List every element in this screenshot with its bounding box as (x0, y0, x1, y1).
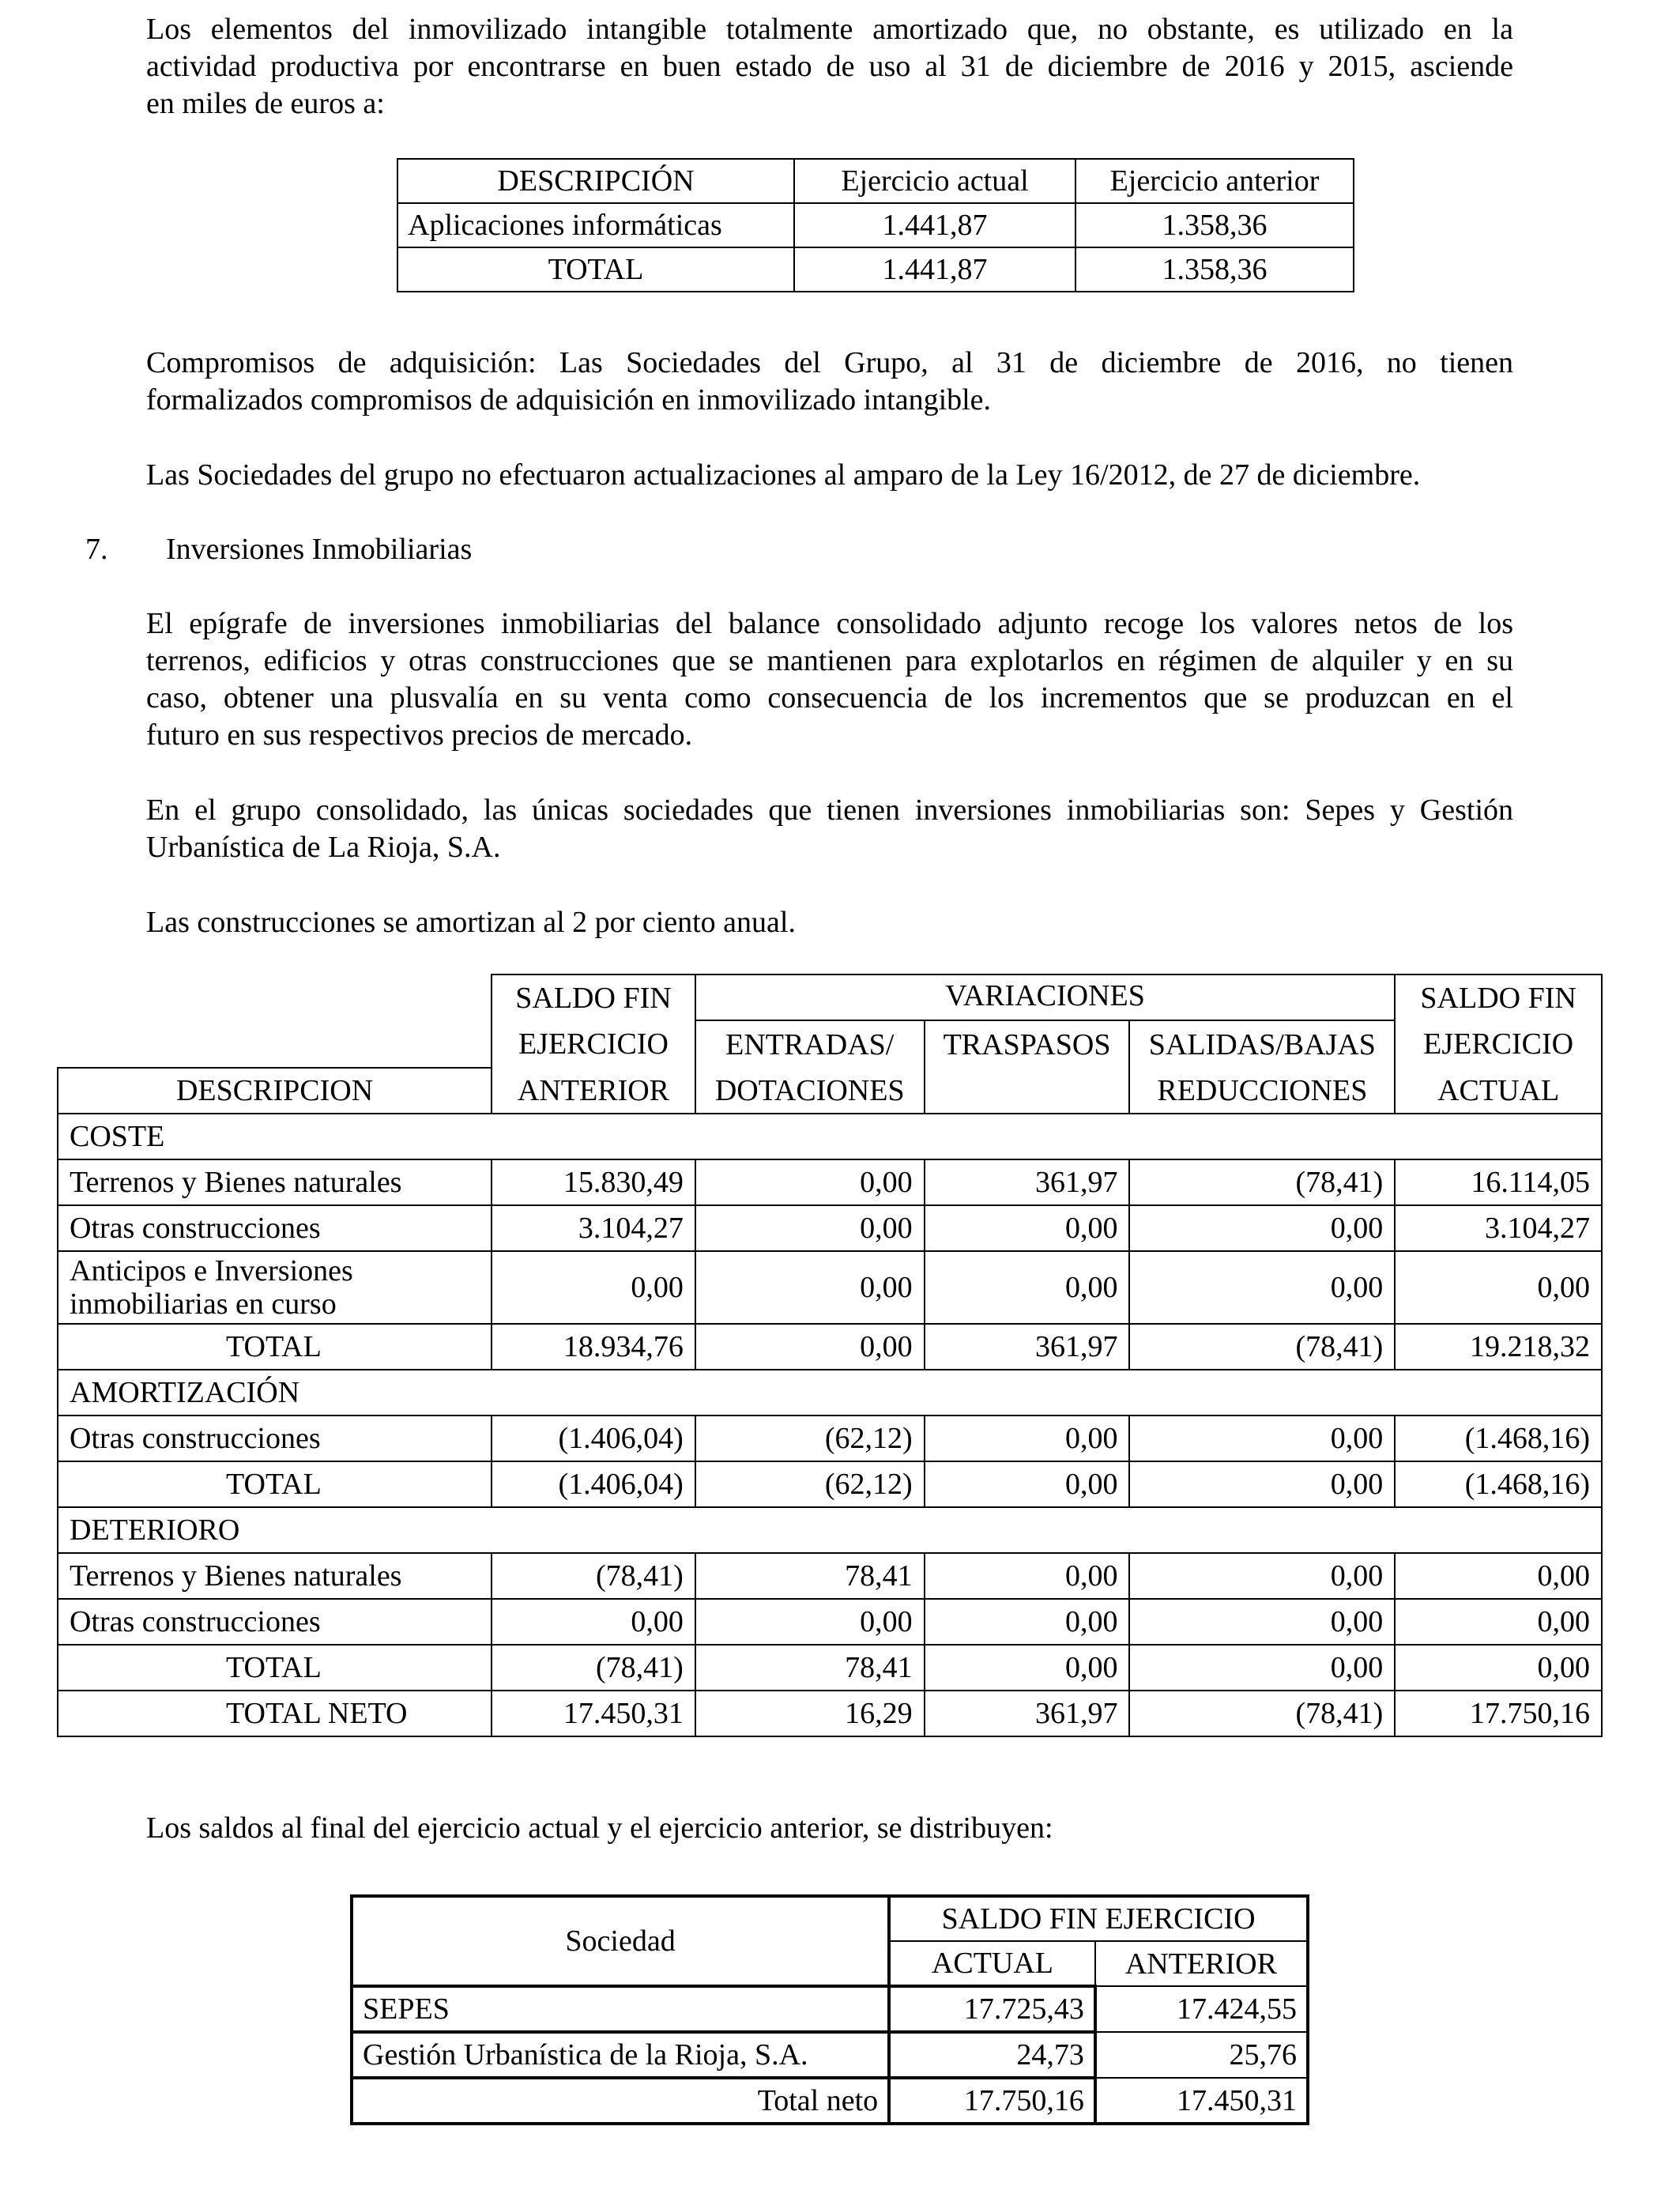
table-cell: 0,00 (492, 1251, 695, 1324)
table-cell: 15.830,49 (492, 1159, 695, 1205)
text-line: terrenos, edificios y otras construcciones que se mantienen para explotarlos en régimen de alquiler y en su (146, 644, 1513, 677)
table-row (397, 203, 1354, 247)
table-cell: 0,00 (925, 1553, 1130, 1599)
section-label: COSTE (58, 1114, 1602, 1159)
table-cell: 3.104,27 (1395, 1205, 1602, 1251)
variaciones-header: VARIACIONES (695, 974, 1395, 1020)
table-cell: 0,00 (925, 1599, 1130, 1645)
table-cell: 17.450,31 (1095, 2078, 1308, 2124)
table-cell: Gestión Urbanística de la Rioja, S.A. (352, 2032, 889, 2078)
table-cell: 0,00 (925, 1416, 1130, 1461)
text-line: El epígrafe de inversiones inmobiliarias del balance consolidado adjunto recoge los valores netos de los (146, 607, 1513, 640)
section-row-coste (58, 1114, 1602, 1159)
table-cell: 17.725,43 (889, 1986, 1095, 2032)
table-cell: 17.424,55 (1095, 1986, 1308, 2032)
table-cell: TOTAL (58, 1324, 492, 1370)
table-cell: 361,97 (925, 1691, 1130, 1736)
table-row (58, 1599, 1602, 1645)
total-row (58, 1324, 1602, 1370)
saldos-sociedad-table (350, 1894, 1309, 2125)
table-cell: SEPES (352, 1986, 889, 2032)
section-label: DETERIORO (58, 1507, 1602, 1553)
table-row (58, 1553, 1602, 1599)
column-header: ACTUAL (889, 1941, 1095, 1986)
table-row (58, 1205, 1602, 1251)
column-header: ACTUAL (1395, 1068, 1602, 1114)
table-cell: (1.406,04) (492, 1461, 695, 1507)
column-header: REDUCCIONES (1129, 1068, 1395, 1114)
inversiones-inmobiliarias-table (57, 974, 1603, 1737)
table-cell: 24,73 (889, 2032, 1095, 2078)
text-line: en miles de euros a: (146, 87, 385, 120)
table-cell: (78,41) (1129, 1159, 1395, 1205)
column-header: Sociedad (352, 1896, 889, 1986)
section-label: AMORTIZACIÓN (58, 1370, 1602, 1416)
table-cell: Terrenos y Bienes naturales (58, 1553, 492, 1599)
table-cell: 0,00 (695, 1251, 925, 1324)
column-header: EJERCICIO (492, 1020, 695, 1068)
table-cell: 0,00 (1129, 1599, 1395, 1645)
table-cell: 0,00 (1395, 1645, 1602, 1691)
table-cell: 0,00 (1395, 1599, 1602, 1645)
table-cell: (1.468,16) (1395, 1416, 1602, 1461)
table-cell: Terrenos y Bienes naturales (58, 1159, 492, 1205)
table-cell: 17.450,31 (492, 1691, 695, 1736)
table-cell: 16,29 (695, 1691, 925, 1736)
text-line: futuro en sus respectivos precios de mercado. (146, 718, 693, 752)
table-cell: Otras construcciones (58, 1599, 492, 1645)
table-cell: Otras construcciones (58, 1205, 492, 1251)
column-header: ENTRADAS/ (695, 1020, 925, 1068)
table-cell: 78,41 (695, 1553, 925, 1599)
table-cell: 0,00 (1395, 1251, 1602, 1324)
total-row (352, 2078, 1308, 2124)
table-cell: 0,00 (1129, 1461, 1395, 1507)
column-header: EJERCICIO (1395, 1020, 1602, 1068)
table-cell: 0,00 (1395, 1553, 1602, 1599)
table-cell: 0,00 (492, 1599, 695, 1645)
table-row (352, 2032, 1308, 2078)
text-line: Compromisos de adquisición: Las Sociedades del Grupo, al 31 de diciembre de 2016, no tienen (146, 346, 1513, 379)
table-cell: Otras construcciones (58, 1416, 492, 1461)
column-header: DESCRIPCIÓN (397, 159, 794, 203)
table-row (352, 1986, 1308, 2032)
paragraph-epigrafe (146, 605, 1513, 754)
table-cell: 0,00 (925, 1205, 1130, 1251)
column-header: SALDO FIN (1395, 974, 1602, 1020)
table-cell: (78,41) (492, 1645, 695, 1691)
section-row-amortizacion (58, 1370, 1602, 1416)
table-cell: 361,97 (925, 1159, 1130, 1205)
table-cell: TOTAL NETO (58, 1691, 492, 1736)
column-header: Ejercicio anterior (1075, 159, 1354, 203)
column-header: Ejercicio actual (794, 159, 1075, 203)
paragraph-grupo-consolidado (146, 792, 1513, 866)
text-line: Urbanística de La Rioja, S.A. (146, 831, 501, 864)
column-header: SALDO FIN (492, 974, 695, 1020)
column-header: DESCRIPCION (58, 1068, 492, 1114)
section-title: Inversiones Inmobiliarias (166, 533, 473, 566)
text-line: En el grupo consolidado, las únicas sociedades que tienen inversiones inmobiliarias son: Sepes y Gestión (146, 794, 1513, 827)
table-cell: 78,41 (695, 1645, 925, 1691)
table-cell: 17.750,16 (889, 2078, 1095, 2124)
table-cell: 0,00 (695, 1205, 925, 1251)
text-line: formalizados compromisos de adquisición en inmovilizado intangible. (146, 383, 992, 417)
column-header: TRASPASOS (925, 1020, 1130, 1068)
table-cell: TOTAL (58, 1645, 492, 1691)
table-cell: 0,00 (1129, 1645, 1395, 1691)
table-cell: 19.218,32 (1395, 1324, 1602, 1370)
table-cell: TOTAL (397, 247, 794, 292)
text-line: caso, obtener una plusvalía en su venta como consecuencia de los incrementos que se produzcan en el (146, 681, 1513, 714)
table-cell: 16.114,05 (1395, 1159, 1602, 1205)
paragraph-saldos (146, 1810, 1513, 1847)
table-cell: 0,00 (695, 1599, 925, 1645)
table-row (58, 1416, 1602, 1461)
table-cell: 361,97 (925, 1324, 1130, 1370)
paragraph-compromisos (146, 345, 1513, 419)
table-cell: 1.358,36 (1075, 247, 1354, 292)
table-cell: 0,00 (695, 1324, 925, 1370)
table-cell: (1.406,04) (492, 1416, 695, 1461)
table-cell: 0,00 (925, 1461, 1130, 1507)
section-row-deterioro (58, 1507, 1602, 1553)
total-row (58, 1645, 1602, 1691)
intangible-table (397, 158, 1354, 292)
column-header: ANTERIOR (492, 1068, 695, 1114)
table-cell: 18.934,76 (492, 1324, 695, 1370)
text-line: actividad productiva por encontrarse en buen estado de uso al 31 de diciembre de 2016 y 2015, asciende (146, 50, 1513, 83)
total-neto-row (58, 1691, 1602, 1736)
table-cell: (62,12) (695, 1461, 925, 1507)
total-row (58, 1461, 1602, 1507)
section-number: 7. (85, 533, 108, 566)
table-cell: (78,41) (492, 1553, 695, 1599)
table-cell: Anticipos e Inversiones inmobiliarias en curso (58, 1251, 492, 1324)
paragraph-amortizan (146, 904, 1513, 941)
table-row (397, 247, 1354, 292)
table-cell: 17.750,16 (1395, 1691, 1602, 1736)
table-cell: 0,00 (925, 1251, 1130, 1324)
paragraph-intangible-amortized (146, 11, 1513, 123)
table-cell: 25,76 (1095, 2032, 1308, 2078)
table-cell: 0,00 (695, 1159, 925, 1205)
column-header: DOTACIONES (695, 1068, 925, 1114)
table-row (58, 1159, 1602, 1205)
table-cell: 3.104,27 (492, 1205, 695, 1251)
table-cell: (78,41) (1129, 1324, 1395, 1370)
table-cell: Aplicaciones informáticas (397, 203, 794, 247)
text-line: Las Sociedades del grupo no efectuaron actualizaciones al amparo de la Ley 16/2012, de 27 de diciembre. (146, 458, 1421, 492)
table-cell: 1.441,87 (794, 203, 1075, 247)
table-cell: 0,00 (1129, 1553, 1395, 1599)
table-cell: Total neto (352, 2078, 889, 2124)
table-header-row (397, 159, 1354, 203)
column-header: ANTERIOR (1095, 1941, 1308, 1986)
table-cell: 0,00 (1129, 1251, 1395, 1324)
table-cell: TOTAL (58, 1461, 492, 1507)
table-cell: 0,00 (1129, 1416, 1395, 1461)
table-cell: 1.441,87 (794, 247, 1075, 292)
text-line: Las construcciones se amortizan al 2 por ciento anual. (146, 906, 796, 939)
text-line: Los elementos del inmovilizado intangible totalmente amortizado que, no obstante, es utilizado en la (146, 13, 1513, 46)
table-cell: 1.358,36 (1075, 203, 1354, 247)
table-cell: 0,00 (1129, 1205, 1395, 1251)
table-cell: (62,12) (695, 1416, 925, 1461)
table-row (58, 1251, 1602, 1324)
table-cell: 0,00 (925, 1645, 1130, 1691)
text-line: Los saldos al final del ejercicio actual y el ejercicio anterior, se distribuyen: (146, 1811, 1053, 1845)
paragraph-actualizaciones (146, 457, 1513, 494)
column-header: SALIDAS/BAJAS (1129, 1020, 1395, 1068)
table-cell: (1.468,16) (1395, 1461, 1602, 1507)
table-cell: (78,41) (1129, 1691, 1395, 1736)
column-header: SALDO FIN EJERCICIO (889, 1896, 1308, 1941)
